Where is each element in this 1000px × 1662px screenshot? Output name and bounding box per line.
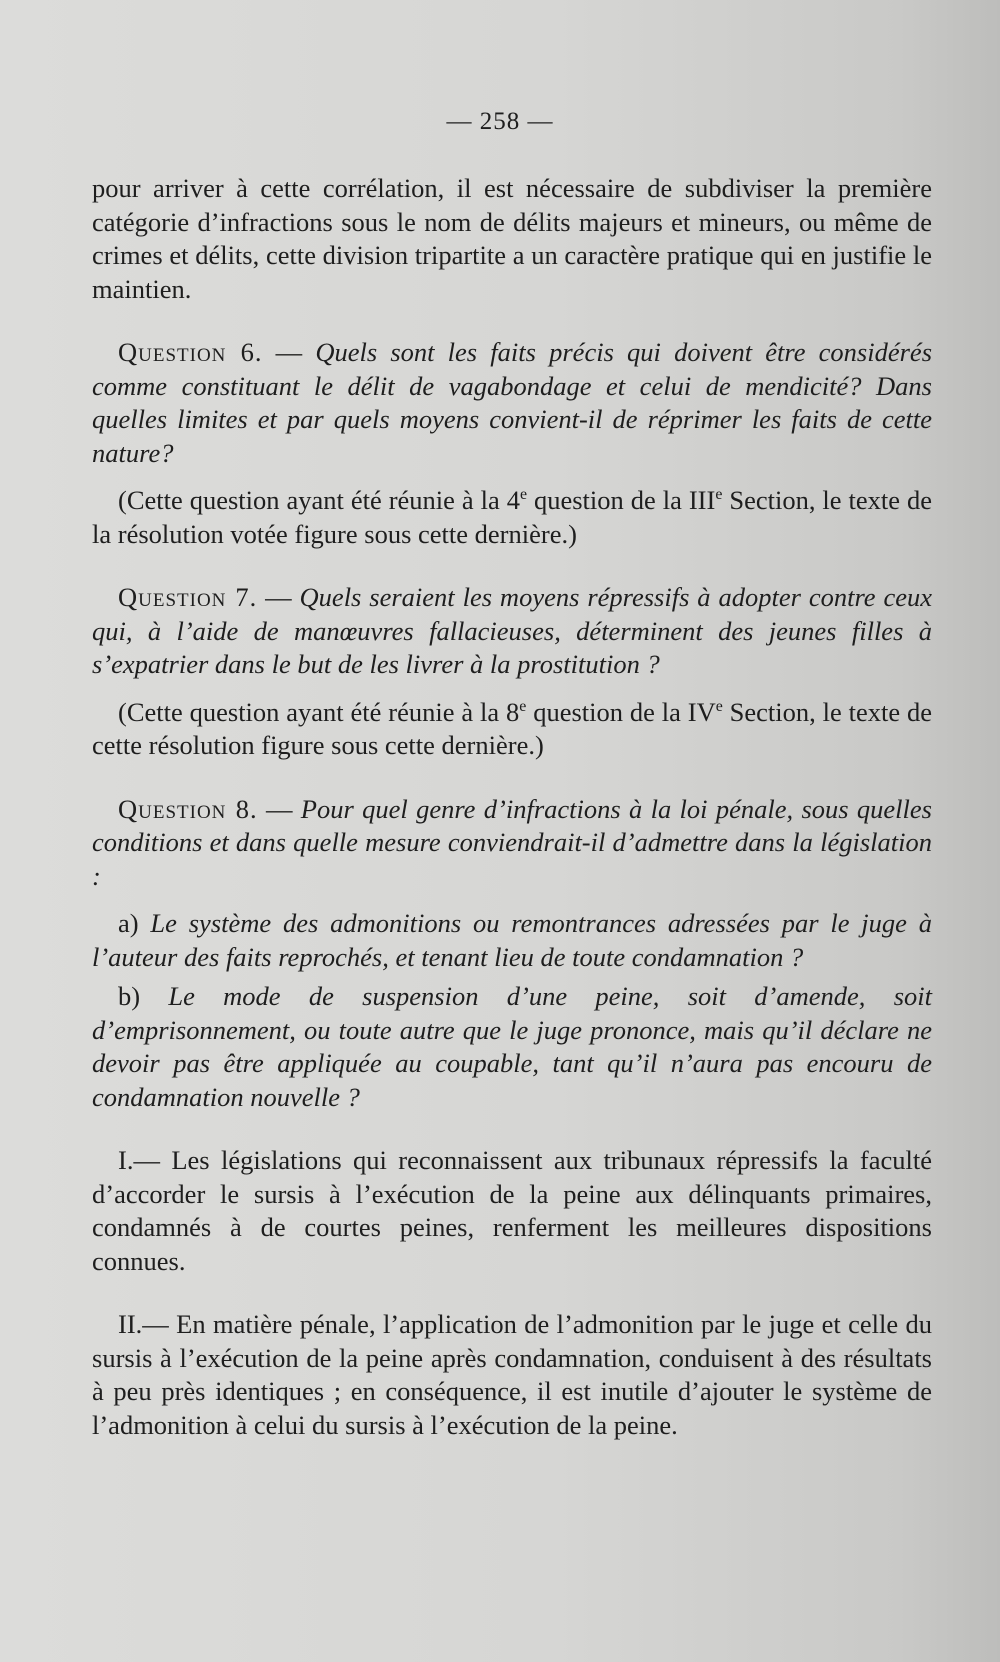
question-6-text: Quels sont les faits précis qui doivent être considérés comme constituant le délit de vagabondage et celui de mendicité? Dans quelles limites et par quels moyens convient-il de réprimer les faits de cette nature?: [92, 337, 933, 468]
question-7-note-part-3: Section, le texte de cette résolution figure sous cette dernière.): [92, 696, 933, 760]
resolution-1-numeral: I.: [118, 1145, 134, 1175]
page-body: [92, 172, 932, 1442]
resolution-2-text: — En matière pénale, l’application de l’admonition par le juge et celle du sursis à l’exécution de la peine après condamnation, conduisent à des résultats à peu près identiques ; en conséquence, il est inutile d’ajouter le système de l’admonition à celui du sursis à l’exécution de la peine.: [92, 1309, 932, 1440]
question-6-note-part-1: (Cette question ayant été réunie à la 4: [118, 485, 520, 515]
question-6-note-part-3: Section, le texte de la résolution votée figure sous cette dernière.): [92, 485, 932, 549]
question-7-note-sup-2: e: [715, 697, 723, 715]
resolution-1-text: — Les législations qui reconnaissent aux tribunaux répressifs la faculté d’accorder le sursis à l’exécution de la peine aux délinquants primaires, condamnés à de courtes peines, renferment les meilleures dispositions connues.: [92, 1145, 932, 1276]
question-7-text: Quels seraient les moyens répressifs à adopter contre ceux qui, à l’aide de manœuvres fallacieuses, déterminent des jeunes filles à s’expatrier dans le but de les livrer à la prostitution ?: [92, 582, 932, 679]
question-7-note-sup-1: e: [519, 697, 527, 715]
question-8-item-b: [92, 980, 932, 1114]
question-8-item-a: [92, 907, 932, 974]
resolution-2-numeral: II.: [118, 1309, 143, 1339]
question-7-label: Question 7.: [118, 582, 258, 612]
question-7-note-part-1: (Cette question ayant été réunie à la 8: [118, 696, 520, 727]
question-8-text: Pour quel genre d’infractions à la loi pénale, sous quelles conditions et dans quelle mesure conviendrait-il d’admettre dans la législation :: [92, 793, 932, 891]
question-6-note-part-2: question de la III: [527, 485, 716, 515]
question-7-note-part-2: question de la IV: [526, 696, 716, 727]
page-number: — 258 —: [446, 108, 554, 135]
question-6-note: [92, 484, 932, 551]
question-6-note-sup-2: e: [715, 486, 723, 504]
question-6-dash: —: [262, 337, 316, 367]
item-b-text: Le mode de suspension d’une peine, soit d’amende, soit d’emprisonnement, ou toute autre que le juge prononce, mais qu’il déclare ne devoir pas être appliquée au coupable, tant qu’il n’aura pas encouru de condamnation nouvelle ?: [92, 981, 932, 1112]
item-a-letter: a): [118, 908, 151, 938]
question-6: [92, 336, 932, 470]
question-6-note-sup-1: e: [519, 486, 528, 504]
question-8-label: Question 8.: [118, 793, 258, 824]
question-8: [92, 793, 932, 894]
question-8-dash: —: [257, 793, 301, 824]
resolution-2: [92, 1308, 932, 1442]
question-7-dash: —: [257, 582, 300, 612]
item-a-text: Le système des admonitions ou remontrances adressées par le juge à l’auteur des faits reprochés, et tenant lieu de toute condamnation ?: [92, 908, 932, 972]
question-7: [92, 581, 932, 682]
question-6-label: Question 6.: [118, 337, 263, 367]
resolution-1: [92, 1144, 932, 1278]
item-b-letter: b): [118, 981, 169, 1011]
question-7-note: [92, 696, 932, 763]
intro-paragraph: pour arriver à cette corrélation, il est nécessaire de subdiviser la première catégorie d’infractions sous le nom de délits majeurs et mineurs, ou même de crimes et délits, cette division tripartite a un caractère pratique qui en justifie le maintien.: [92, 173, 932, 304]
